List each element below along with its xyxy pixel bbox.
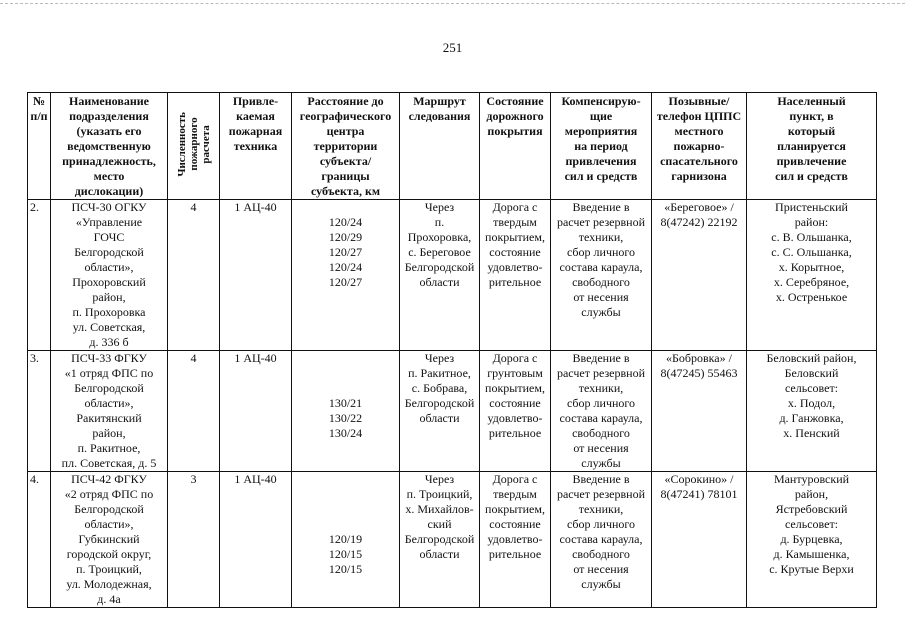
cell-callsign: «Бобровка» / 8(47245) 55463 [652,351,747,472]
cell-name: ПСЧ-33 ФГКУ «1 отряд ФПС по Белгородской области», Ракитянский район, п. Ракитное, пл. Советская, д. 5 [51,351,168,472]
table-row [28,351,877,472]
page-number: 251 [442,40,463,55]
header-staff [168,93,220,200]
header-num: № п/п [28,93,51,200]
fire-units-table [27,92,877,608]
cell-equipment: 1 АЦ-40 [220,200,292,351]
cell-road: Дорога с твердым покрытием, состояние удовлетво- рительное [480,472,551,608]
header-road: Состояние дорожного покрытия [480,93,551,200]
cell-road: Дорога с грунтовым покрытием, состояние удовлетво- рительное [480,351,551,472]
header-staff-label: Численность пожарного расчета [175,111,212,177]
cell-route: Через п. Прохоровка, с. Береговое Белгородской области [400,200,480,351]
cell-equipment: 1 АЦ-40 [220,472,292,608]
table-row [28,200,877,351]
header-name: Наименование подразделения (указать его ведомственную принадлежность, место дислокации) [51,93,168,200]
cell-staff: 3 [168,472,220,608]
cell-road: Дорога с твердым покрытием, состояние удовлетво- рительное [480,200,551,351]
header-distance: Расстояние до географического центра территории субъекта/ границы субъекта, км [292,93,400,200]
header-settlement: Населенный пункт, в который планируется привлечение сил и средств [747,93,877,200]
cell-settlement: Пристеньский район: с. В. Ольшанка, с. С. Ольшанка, х. Корытное, х. Серебряное, х. Остренькое [747,200,877,351]
cell-name: ПСЧ-30 ОГКУ «Управление ГОЧС Белгородской области», Прохоровский район, п. Прохоровка ул. Советская, д. 336 б [51,200,168,351]
header-route: Маршрут следования [400,93,480,200]
header-measures: Компенсирую- щие мероприятия на период привлечения сил и средств [551,93,652,200]
header-callsign: Позывные/ телефон ЦППС местного пожарно- спасательного гарнизона [652,93,747,200]
cell-measures: Введение в расчет резервной техники, сбор личного состава караула, свободного от несения службы [551,351,652,472]
header-equipment: Привле- каемая пожарная техника [220,93,292,200]
table-row [28,472,877,608]
header-row [28,93,877,200]
cell-distance: 120/19 120/15 120/15 [292,472,400,608]
cell-settlement: Беловский район, Беловский сельсовет: х. Подол, д. Ганжовка, х. Пенский [747,351,877,472]
page-top-border [0,3,905,4]
cell-staff: 4 [168,200,220,351]
cell-distance: 130/21 130/22 130/24 [292,351,400,472]
cell-route: Через п. Ракитное, с. Бобрава, Белгородской области [400,351,480,472]
cell-distance: 120/24 120/29 120/27 120/24 120/27 [292,200,400,351]
cell-settlement: Мантуровский район, Ястребовский сельсовет: д. Бурцевка, д. Камышенка, с. Крутые Верхи [747,472,877,608]
cell-staff: 4 [168,351,220,472]
cell-measures: Введение в расчет резервной техники, сбор личного состава караула, свободного от несения службы [551,472,652,608]
cell-callsign: «Сорокино» / 8(47241) 78101 [652,472,747,608]
cell-measures: Введение в расчет резервной техники, сбор личного состава караула, свободного от несения службы [551,200,652,351]
cell-route: Через п. Троицкий, х. Михайлов- ский Белгородской области [400,472,480,608]
cell-name: ПСЧ-42 ФГКУ «2 отряд ФПС по Белгородской области», Губкинский городской округ, п. Троицкий, ул. Молодежная, д. 4а [51,472,168,608]
cell-num: 4. [28,472,51,608]
cell-num: 3. [28,351,51,472]
cell-num: 2. [28,200,51,351]
cell-callsign: «Береговое» / 8(47242) 22192 [652,200,747,351]
cell-equipment: 1 АЦ-40 [220,351,292,472]
